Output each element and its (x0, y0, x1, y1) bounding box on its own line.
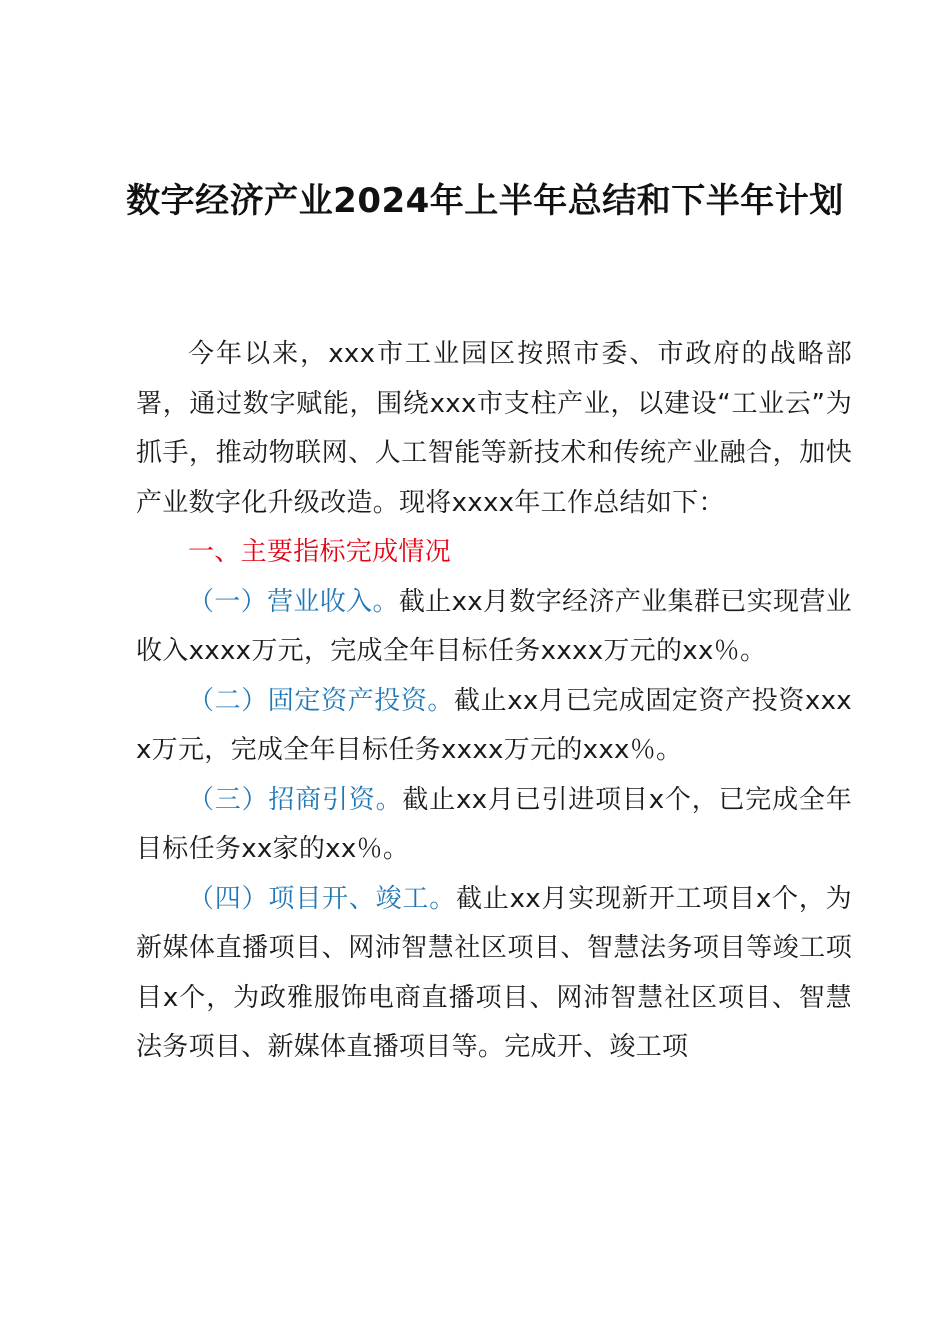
item-paragraph-4 (136, 875, 852, 1073)
item-text: 截止xx月已完成固定资产投资xxxx万元，完成全年目标任务xxxx万元的xxx％。 (136, 685, 852, 765)
section-heading: 一、主要指标完成情况 (188, 537, 452, 567)
item-heading: （二）固定资产投资。 (188, 685, 455, 716)
document-title: 数字经济产业2024年上半年总结和下半年计划 (126, 181, 844, 221)
item-heading: （一）营业收入。 (188, 586, 399, 617)
item-text: 截止xx月实现新开工项目x个，为新媒体直播项目、网沛智慧社区项目、智慧法务项目等竣工项目x个，为政雅服饰电商直播项目、网沛智慧社区项目、智慧法务项目、新媒体直播项目等。完成开、竣工项 (136, 883, 852, 1062)
item-paragraph-3 (136, 776, 852, 875)
intro-paragraph: 今年以来，xxx市工业园区按照市委、市政府的战略部署，通过数字赋能，围绕xxx市支柱产业，以建设“工业云”为抓手，推动物联网、人工智能等新技术和传统产业融合，加快产业数字化升级改造。现将xxxx年工作总结如下： (136, 339, 852, 518)
item-text: 截止xx月已引进项目x个，已完成全年目标任务xx家的xx％。 (136, 784, 853, 864)
document-body (136, 330, 852, 1073)
item-heading: （三）招商引资。 (188, 784, 403, 815)
item-paragraph-1 (136, 578, 852, 677)
item-heading: （四）项目开、竣工。 (188, 883, 457, 914)
item-text: 截止xx月数字经济产业集群已实现营业收入xxxx万元，完成全年目标任务xxxx万元的xx％。 (136, 586, 852, 666)
section-heading-paragraph (136, 528, 852, 578)
item-paragraph-2 (136, 677, 852, 776)
